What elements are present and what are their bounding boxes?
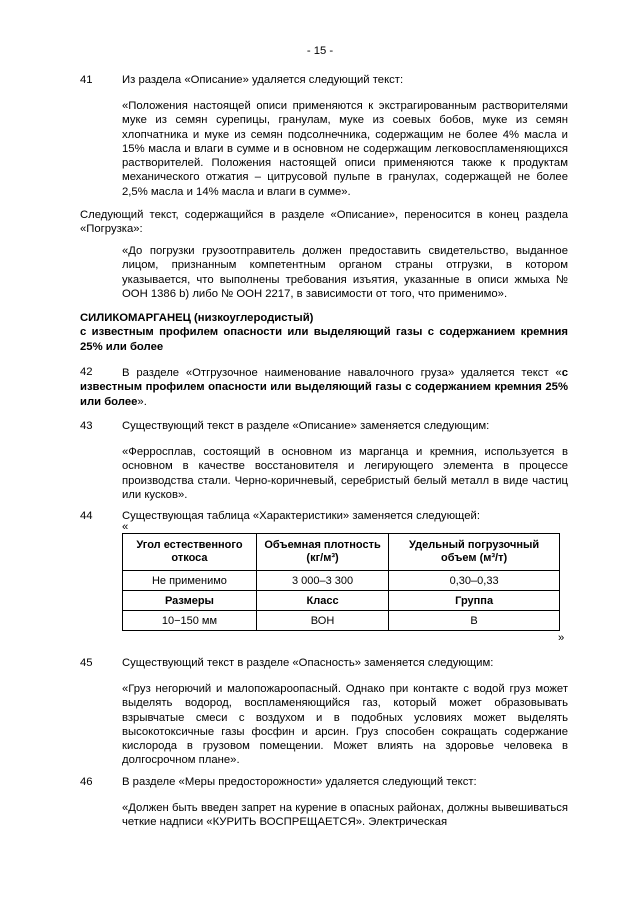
table-cell: 10−150 мм [123, 611, 257, 631]
section-heading-title: СИЛИКОМАРГАНЕЦ (низкоуглеродистый) [80, 312, 314, 324]
paragraph-46-intro: В разделе «Меры предосторожности» удаляется следующий текст: [122, 776, 477, 788]
paragraph-number-43: 43 [80, 420, 93, 432]
paragraph-number-45: 45 [80, 657, 93, 669]
paragraph-45-quote: «Груз негорючий и малопожароопасный. Однако при контакте с водой груз может выделять водород, воспламеняющийся газ, который может образовывать взрывчатые смеси с воздухом и в подобных условиях может выделять высокотоксичные газы фосфин и арсин. Груз способен сокращать содержание кислорода в грузовом помещении. Может влиять на здоровье человека в долгосрочном плане». [122, 683, 568, 767]
paragraph-number-46: 46 [80, 776, 93, 788]
table-header-row [123, 534, 560, 571]
table-close-quote: » [558, 632, 565, 644]
paragraph-42-pre: В разделе «Отгрузочное наименование навалочного груза» удаляется текст « [122, 367, 562, 379]
paragraph-number-41: 41 [80, 74, 93, 86]
table-cell: 3 000–3 300 [256, 571, 388, 591]
paragraph-number-44: 44 [80, 510, 93, 522]
paragraph-43-quote: «Ферросплав, состоящий в основном из марганца и кремния, используется в основном в качестве восстановителя и легирующего элемента в процессе производства стали. Черно-коричневый, серебристый белый металл в виде частиц или кусков». [122, 446, 568, 501]
table-header-cell: Угол естественного откоса [123, 534, 257, 571]
section-heading [80, 311, 568, 354]
paragraph-42-bold: с известным профилем опасности или выделяющий газы с содержанием кремния 25% или более [80, 367, 568, 408]
table-cell: B [389, 611, 560, 631]
table-header-cell: Группа [389, 591, 560, 611]
transfer-quote: «До погрузки грузоотправитель должен предоставить свидетельство, выданное лицом, признанным компетентным органом страны отгрузки, в котором указывается, что выполнены требования изъятия, указанные в описи жмыха № ООН 1386 b) либо № ООН 2217, в зависимости от того, что применимо». [122, 245, 568, 300]
table-header-cell: Размеры [123, 591, 257, 611]
paragraph-44-intro: Существующая таблица «Характеристики» заменяется следующей: [122, 510, 480, 522]
table-row [123, 571, 560, 591]
table-row [123, 611, 560, 631]
paragraph-42-post: ». [137, 395, 147, 408]
table-cell: Не применимо [123, 571, 257, 591]
table-cell: ВОН [256, 611, 388, 631]
paragraph-number-42: 42 [80, 366, 93, 378]
table-header-row [123, 591, 560, 611]
transfer-note: Следующий текст, содержащийся в разделе «Описание», переносится в конец раздела «Погрузка»: [80, 209, 568, 236]
table-header-cell: Класс [256, 591, 388, 611]
paragraph-42-text [80, 366, 568, 409]
paragraph-41-quote: «Положения настоящей описи применяются к экстрагированным растворителями муке из семян сурепицы, гранулам, муке из соевых бобов, муке из семян хлопчатника и муке из семян подсолнечника, содержащим не более 4% масла и 15% масла и влаги в сумме и в основном не содержащим легковоспламеняющихся растворителей. Положения настоящей описи применяются также к продуктам механического отжатия – цитрусовой пульпе в гранулах, содержащей не более 2,5% масла и 14% масла и влаги в сумме». [122, 100, 568, 198]
table-header-cell: Удельный погрузочный объем (м³/т) [389, 534, 560, 571]
table-header-cell: Объемная плотность (кг/м³) [256, 534, 388, 571]
table-cell: 0,30–0,33 [389, 571, 560, 591]
section-heading-subtitle: с известным профилем опасности или выделяющий газы с содержанием кремния 25% или более [80, 326, 568, 353]
paragraph-41-intro: Из раздела «Описание» удаляется следующий текст: [122, 74, 404, 86]
page-number: - 15 - [306, 45, 334, 57]
characteristics-table [122, 533, 560, 631]
paragraph-43-intro: Существующий текст в разделе «Описание» заменяется следующим: [122, 420, 490, 432]
table-open-quote: « [122, 521, 129, 533]
paragraph-45-intro: Существующий текст в разделе «Опасность» заменяется следующим: [122, 657, 494, 669]
paragraph-46-quote: «Должен быть введен запрет на курение в опасных районах, должны вывешиваться четкие надписи «КУРИТЬ ВОСПРЕЩАЕТСЯ». Электрическая [122, 802, 568, 829]
